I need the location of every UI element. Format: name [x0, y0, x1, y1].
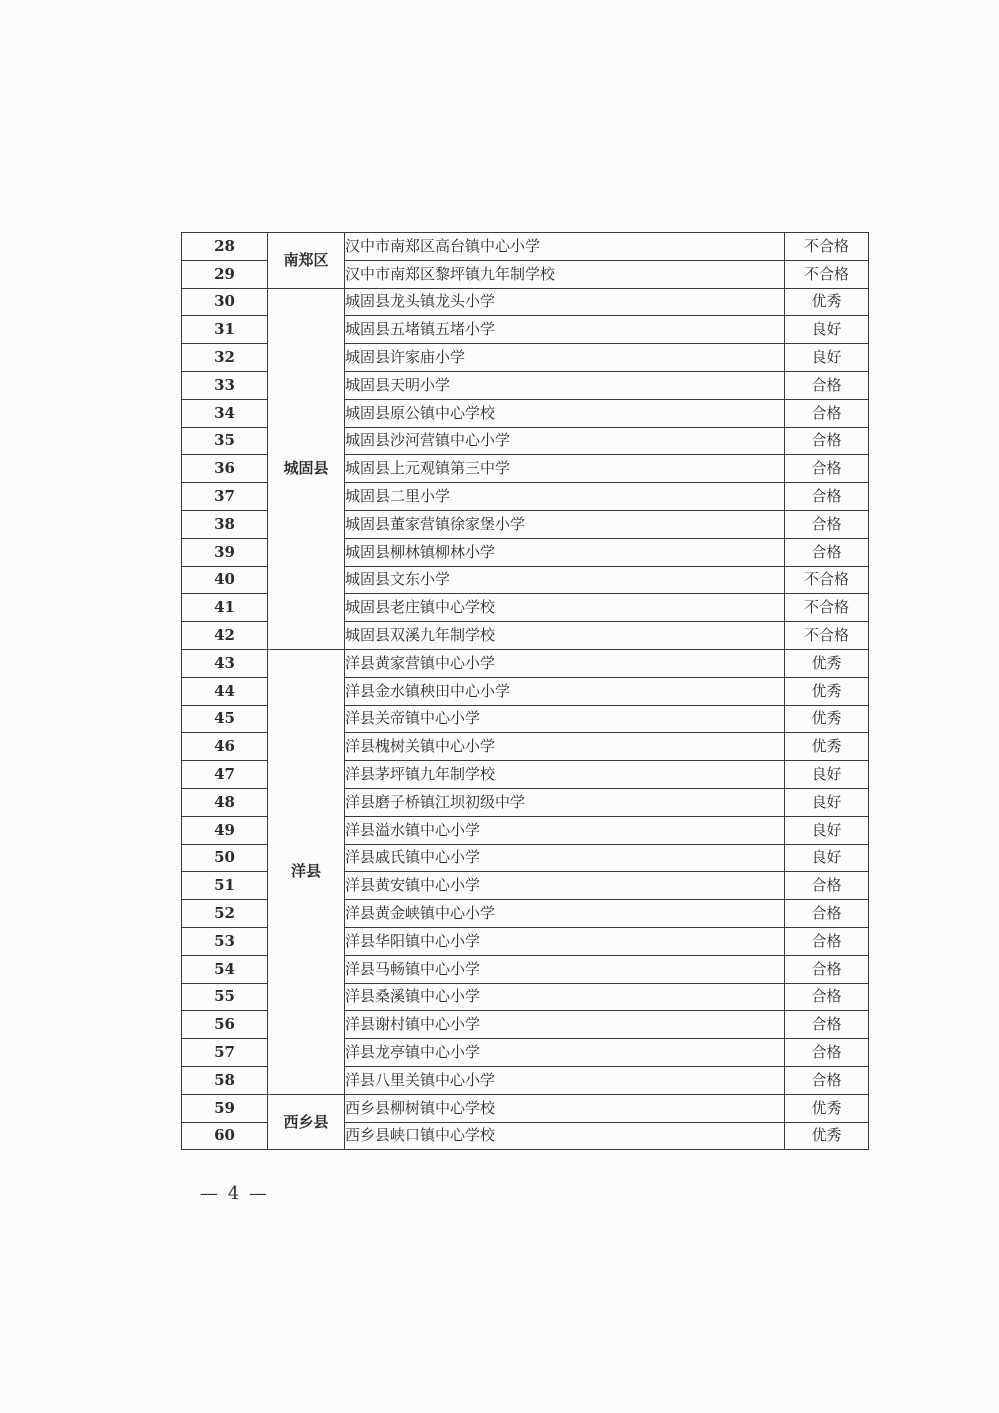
school-name: 洋县金水镇秧田中心小学	[345, 677, 785, 705]
school-name: 城固县龙头镇龙头小学	[345, 288, 785, 316]
evaluation-grade: 良好	[785, 761, 869, 789]
row-number: 39	[182, 538, 268, 566]
school-name: 城固县天明小学	[345, 371, 785, 399]
evaluation-grade: 合格	[785, 371, 869, 399]
evaluation-grade: 合格	[785, 927, 869, 955]
school-name: 洋县黄金峡镇中心小学	[345, 900, 785, 928]
school-name: 洋县黄家营镇中心小学	[345, 649, 785, 677]
evaluation-grade: 良好	[785, 316, 869, 344]
school-name: 城固县文东小学	[345, 566, 785, 594]
school-name: 城固县柳林镇柳林小学	[345, 538, 785, 566]
table-body	[182, 233, 869, 1150]
row-number: 53	[182, 927, 268, 955]
evaluation-grade: 优秀	[785, 705, 869, 733]
table-row	[182, 233, 869, 261]
school-name: 城固县上元观镇第三中学	[345, 455, 785, 483]
row-number: 34	[182, 399, 268, 427]
evaluation-grade: 优秀	[785, 1094, 869, 1122]
evaluation-grade: 合格	[785, 427, 869, 455]
school-name: 洋县黄安镇中心小学	[345, 872, 785, 900]
school-name: 洋县关帝镇中心小学	[345, 705, 785, 733]
school-name: 洋县溢水镇中心小学	[345, 816, 785, 844]
county-cell: 西乡县	[268, 1094, 345, 1150]
school-name: 洋县茅坪镇九年制学校	[345, 761, 785, 789]
row-number: 37	[182, 483, 268, 511]
school-name: 洋县槐树关镇中心小学	[345, 733, 785, 761]
school-name: 城固县双溪九年制学校	[345, 622, 785, 650]
county-cell: 洋县	[268, 649, 345, 1094]
school-name: 洋县谢村镇中心小学	[345, 1011, 785, 1039]
evaluation-grade: 不合格	[785, 566, 869, 594]
evaluation-grade: 合格	[785, 955, 869, 983]
row-number: 46	[182, 733, 268, 761]
row-number: 35	[182, 427, 268, 455]
row-number: 47	[182, 761, 268, 789]
table-row	[182, 649, 869, 677]
evaluation-grade: 不合格	[785, 233, 869, 261]
evaluation-grade: 合格	[785, 1011, 869, 1039]
evaluation-grade: 合格	[785, 900, 869, 928]
school-name: 城固县五堵镇五堵小学	[345, 316, 785, 344]
row-number: 40	[182, 566, 268, 594]
row-number: 41	[182, 594, 268, 622]
evaluation-grade: 合格	[785, 983, 869, 1011]
evaluation-grade: 优秀	[785, 649, 869, 677]
school-name: 西乡县柳树镇中心学校	[345, 1094, 785, 1122]
row-number: 38	[182, 510, 268, 538]
evaluation-grade: 合格	[785, 872, 869, 900]
row-number: 30	[182, 288, 268, 316]
row-number: 54	[182, 955, 268, 983]
evaluation-grade: 不合格	[785, 594, 869, 622]
school-name: 洋县龙亭镇中心小学	[345, 1039, 785, 1067]
evaluation-grade: 合格	[785, 538, 869, 566]
row-number: 31	[182, 316, 268, 344]
evaluation-results-table	[181, 232, 869, 1150]
evaluation-grade: 合格	[785, 1066, 869, 1094]
row-number: 42	[182, 622, 268, 650]
school-name: 汉中市南郑区黎坪镇九年制学校	[345, 260, 785, 288]
school-name: 城固县董家营镇徐家堡小学	[345, 510, 785, 538]
school-name: 汉中市南郑区高台镇中心小学	[345, 233, 785, 261]
evaluation-grade: 良好	[785, 344, 869, 372]
row-number: 33	[182, 371, 268, 399]
evaluation-grade: 合格	[785, 510, 869, 538]
county-cell: 南郑区	[268, 233, 345, 289]
row-number: 58	[182, 1066, 268, 1094]
school-name: 城固县老庄镇中心学校	[345, 594, 785, 622]
school-name: 洋县马畅镇中心小学	[345, 955, 785, 983]
school-name: 城固县原公镇中心学校	[345, 399, 785, 427]
school-name: 洋县八里关镇中心小学	[345, 1066, 785, 1094]
row-number: 52	[182, 900, 268, 928]
evaluation-grade: 合格	[785, 399, 869, 427]
row-number: 55	[182, 983, 268, 1011]
row-number: 48	[182, 788, 268, 816]
school-name: 西乡县峡口镇中心学校	[345, 1122, 785, 1150]
evaluation-grade: 良好	[785, 816, 869, 844]
evaluation-grade: 优秀	[785, 677, 869, 705]
evaluation-grade: 良好	[785, 844, 869, 872]
school-name: 城固县许家庙小学	[345, 344, 785, 372]
row-number: 29	[182, 260, 268, 288]
county-cell: 城固县	[268, 288, 345, 649]
evaluation-grade: 不合格	[785, 622, 869, 650]
evaluation-grade: 不合格	[785, 260, 869, 288]
evaluation-grade: 良好	[785, 788, 869, 816]
row-number: 36	[182, 455, 268, 483]
row-number: 28	[182, 233, 268, 261]
page-number: — 4 —	[200, 1183, 269, 1204]
row-number: 56	[182, 1011, 268, 1039]
row-number: 44	[182, 677, 268, 705]
row-number: 60	[182, 1122, 268, 1150]
row-number: 45	[182, 705, 268, 733]
row-number: 49	[182, 816, 268, 844]
school-name: 洋县桑溪镇中心小学	[345, 983, 785, 1011]
evaluation-grade: 合格	[785, 1039, 869, 1067]
evaluation-grade: 合格	[785, 455, 869, 483]
evaluation-grade: 优秀	[785, 1122, 869, 1150]
evaluation-grade: 优秀	[785, 288, 869, 316]
row-number: 32	[182, 344, 268, 372]
school-name: 洋县磨子桥镇江坝初级中学	[345, 788, 785, 816]
row-number: 57	[182, 1039, 268, 1067]
row-number: 51	[182, 872, 268, 900]
row-number: 50	[182, 844, 268, 872]
school-name: 城固县二里小学	[345, 483, 785, 511]
table-row	[182, 1094, 869, 1122]
school-name: 洋县华阳镇中心小学	[345, 927, 785, 955]
evaluation-grade: 优秀	[785, 733, 869, 761]
row-number: 59	[182, 1094, 268, 1122]
school-name: 洋县戚氏镇中心小学	[345, 844, 785, 872]
evaluation-grade: 合格	[785, 483, 869, 511]
table-row	[182, 288, 869, 316]
row-number: 43	[182, 649, 268, 677]
school-name: 城固县沙河营镇中心小学	[345, 427, 785, 455]
